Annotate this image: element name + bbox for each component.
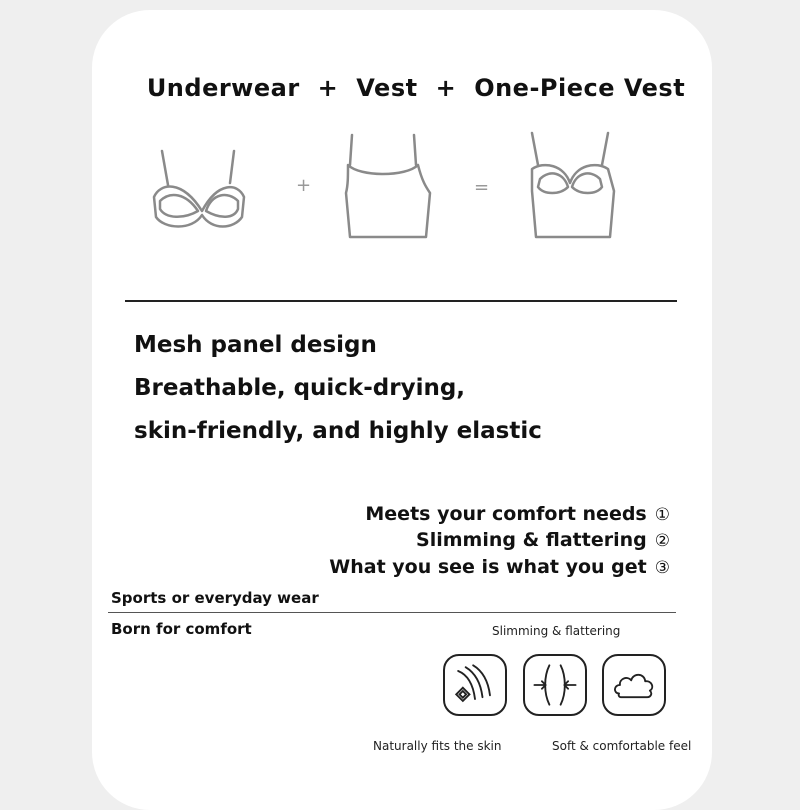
title-one-piece-vest: One-Piece Vest: [474, 74, 686, 102]
need-number: ②: [654, 531, 670, 551]
one-piece-vest-sketch-icon: [532, 133, 614, 237]
garment-diagram: [140, 125, 620, 250]
slimming-arrows-icon: [523, 654, 587, 716]
need-text: Slimming & flattering: [416, 529, 647, 551]
title-plus-1: +: [317, 74, 339, 102]
cloud-soft-icon: [602, 654, 666, 716]
need-item-slimming: [416, 529, 670, 551]
diagram-equals: =: [474, 177, 490, 198]
need-text: What you see is what you get: [329, 556, 647, 578]
fabric-stretch-icon: [443, 654, 507, 716]
feature-mesh-panel: Mesh panel design: [134, 332, 377, 358]
feature-breathable: Breathable, quick-drying,: [134, 375, 466, 401]
need-number: ①: [654, 505, 670, 525]
title-vest: Vest: [356, 74, 418, 102]
title-underwear: Underwear: [146, 74, 300, 102]
need-text: Meets your comfort needs: [365, 503, 647, 525]
fits-skin-caption: Naturally fits the skin: [373, 739, 502, 753]
vest-sketch-icon: [346, 135, 430, 237]
need-item-what-you-see: [329, 556, 670, 578]
need-item-comfort: [365, 503, 670, 525]
born-for-comfort-label: Born for comfort: [111, 620, 252, 638]
bra-sketch-icon: [154, 151, 244, 227]
title-plus-2: +: [435, 74, 457, 102]
slimming-caption: Slimming & flattering: [492, 624, 621, 638]
diagram-plus: +: [296, 175, 312, 196]
divider-top: [125, 300, 677, 302]
need-number: ③: [654, 558, 670, 578]
divider-bottom: [108, 612, 676, 613]
page-title: [0, 74, 800, 102]
feature-skin-friendly: skin-friendly, and highly elastic: [134, 418, 542, 444]
sports-label: Sports or everyday wear: [111, 589, 319, 607]
soft-feel-caption: Soft & comfortable feel: [552, 739, 692, 753]
